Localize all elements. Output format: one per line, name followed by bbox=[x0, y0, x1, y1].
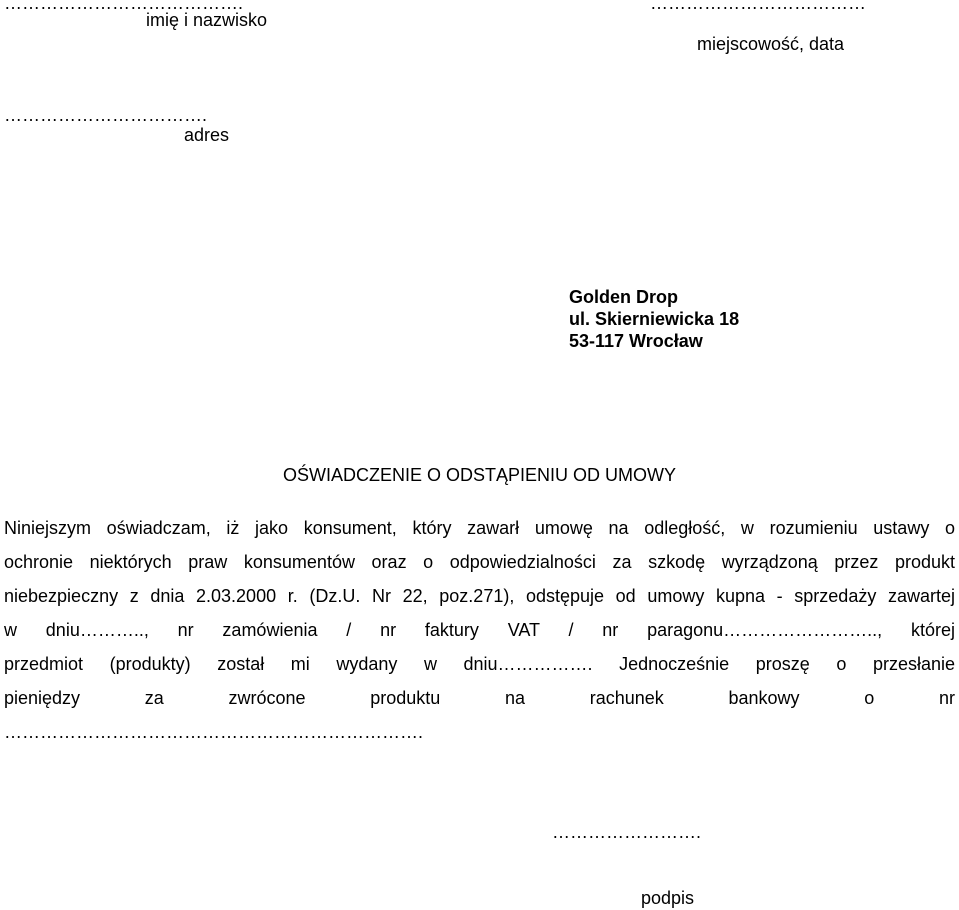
address-dots: ……………………………. bbox=[4, 105, 208, 125]
body-line: pieniędzy za zwrócone produktu na rachunek bankowy o nr bbox=[4, 688, 955, 708]
recipient-street: ul. Skierniewicka 18 bbox=[569, 309, 740, 329]
place-date-label: miejscowość, data bbox=[697, 34, 845, 54]
signature-label: podpis bbox=[641, 888, 695, 908]
recipient-city: 53-117 Wrocław bbox=[569, 331, 703, 351]
body-line: Niniejszym oświadczam, iż jako konsument, który zawarł umowę na odległość, w rozumieniu ustawy o bbox=[4, 518, 955, 538]
address-label: adres bbox=[184, 125, 230, 145]
document-title: OŚWIADCZENIE O ODSTĄPIENIU OD UMOWY bbox=[282, 465, 677, 485]
signature-dots: ……………………. bbox=[552, 822, 702, 842]
body-line: ochronie niektórych praw konsumentów oraz o odpowiedzialności za szkodę wyrządzoną przez produkt bbox=[4, 552, 955, 572]
body-line: niebezpieczny z dnia 2.03.2000 r. (Dz.U. Nr 22, poz.271), odstępuje od umowy kupna - sprzedaży zawartej bbox=[4, 586, 955, 606]
body-line: w dniu……….., nr zamówienia / nr faktury VAT / nr paragonu…………………….., której bbox=[4, 620, 955, 640]
sender-name-label: imię i nazwisko bbox=[146, 10, 268, 30]
recipient-company: Golden Drop bbox=[569, 287, 678, 307]
bank-account-dots: ……………………………………………………………. bbox=[4, 722, 424, 742]
body-line: przedmiot (produkty) został mi wydany w dniu……………. Jednocześnie proszę o przesłanie bbox=[4, 654, 955, 674]
sender-name-dots: …………………………………. bbox=[4, 0, 244, 13]
recipient-address-block bbox=[569, 286, 739, 352]
declaration-body bbox=[4, 511, 955, 749]
place-date-dots: ……………………………… bbox=[650, 0, 866, 13]
